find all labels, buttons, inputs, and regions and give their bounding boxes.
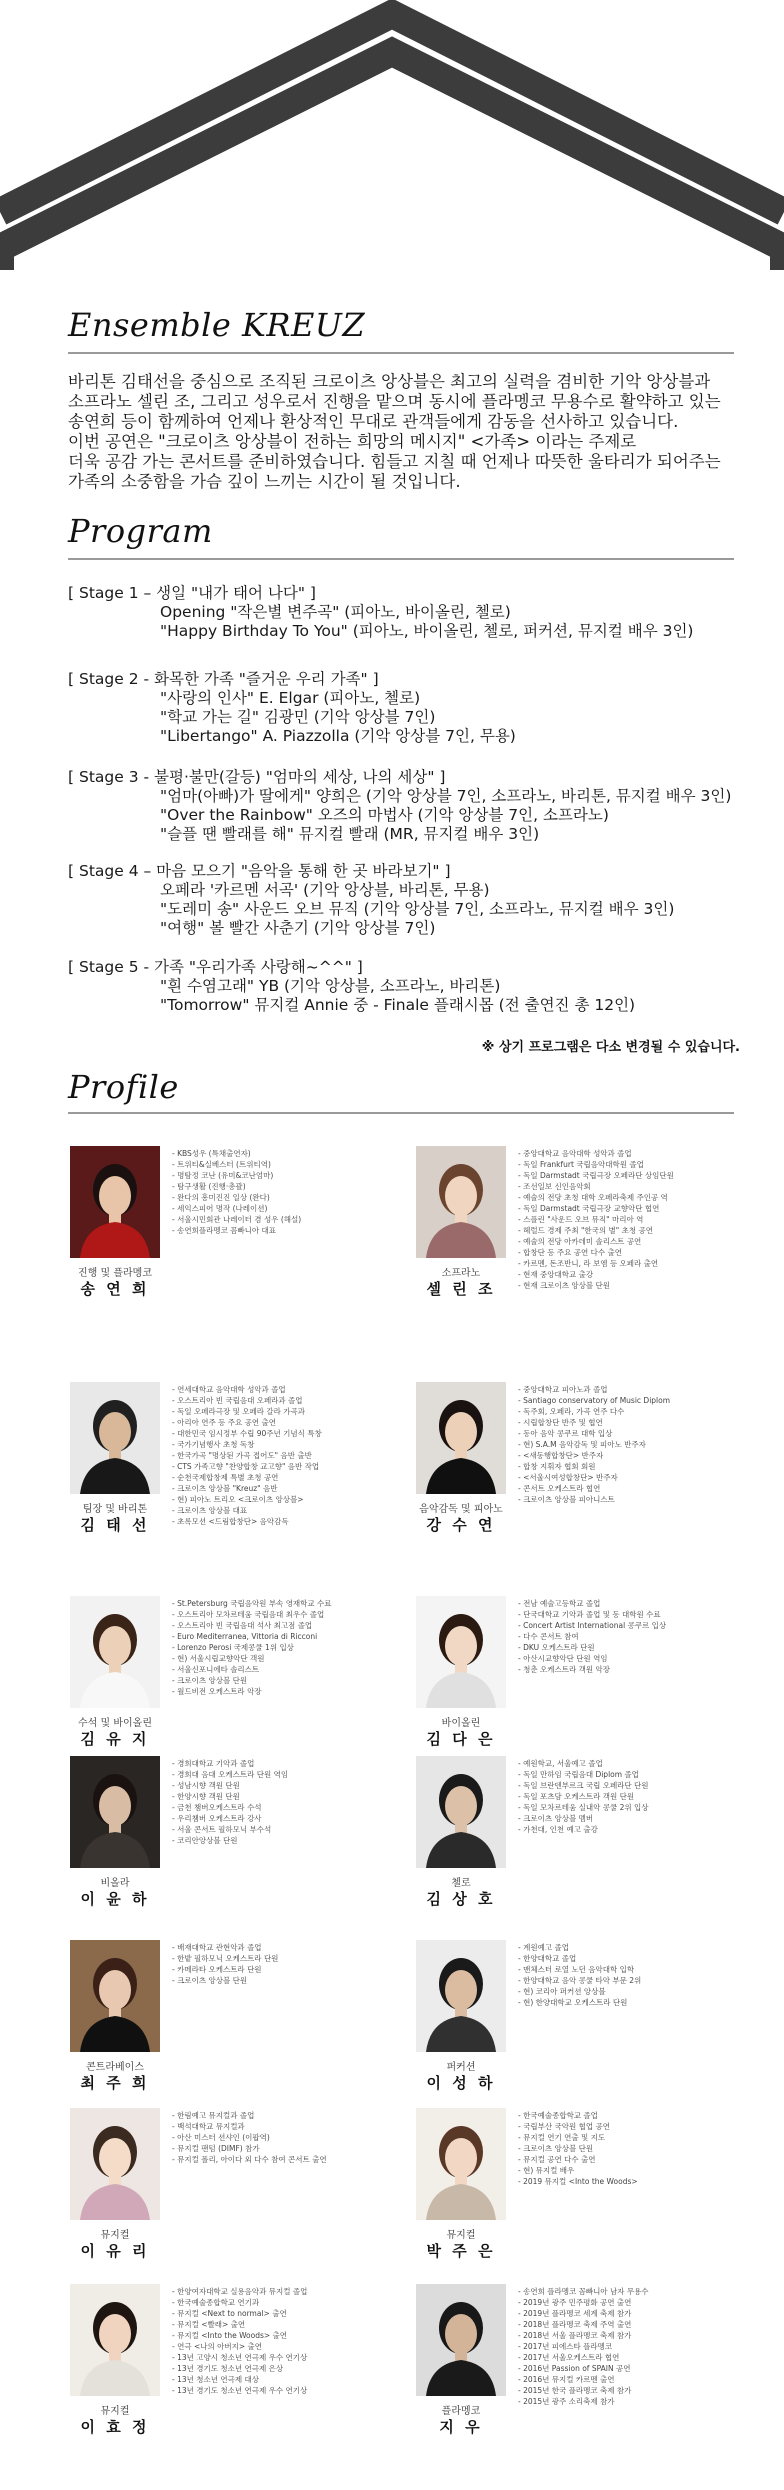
profile-bio-item: - 청춘 오케스트라 객원 악장: [518, 1664, 754, 1675]
profile-name: 최 주 희: [80, 2074, 150, 2092]
profile-bio-list: [172, 2110, 408, 2165]
profile-bio-item: - 스플린 "사운드 오브 뮤직" 마리아 역: [518, 1214, 754, 1225]
profile-bio-item: - 오스트리아 빈 국립음대 석사 최고점 졸업: [172, 1620, 408, 1631]
profile-bio-item: - 13년 고양시 청소년 연극제 우수 연기상: [172, 2352, 408, 2363]
intro-line: 이번 공연은 "크로이츠 앙상블이 전하는 희망의 메시지" <가족> 이라는 주제로: [68, 432, 637, 451]
profile-bio-item: - 뮤지컬 팬텀 (DIMF) 참가: [172, 2143, 408, 2154]
profile-card: [70, 1596, 410, 1766]
profile-bio-item: - 연극 <나의 아버지> 출연: [172, 2341, 408, 2352]
profile-bio-item: - 백석대학교 뮤지컬과: [172, 2121, 408, 2132]
profile-card: [70, 1146, 410, 1316]
profile-bio-item: - 송연희플라멩코 꼼빠니아 대표: [172, 1225, 408, 1236]
profile-bio-item: - 2018년 플라멩코 축제 주역 출연: [518, 2319, 754, 2330]
profile-photo: [70, 1382, 160, 1494]
stage-item: "Happy Birthday To You" (피아노, 바이올린, 첼로, 퍼커션, 뮤지컬 배우 3인): [160, 622, 694, 640]
profile-bio-item: - 현) S.A.M 음악감독 및 피아노 반주자: [518, 1439, 754, 1450]
profile-photo: [70, 1596, 160, 1708]
profile-bio-item: - 연세대학교 음악대학 성악과 졸업: [172, 1384, 408, 1395]
profile-bio-item: - 현) 서울시립교향악단 객원: [172, 1653, 408, 1664]
stage-heading: [ Stage 1 – 생일 "내가 태어 나다" ]: [68, 584, 316, 602]
profile-bio-item: - 한국가곡 "명상된 가곡 접어도" 음반 출반: [172, 1450, 408, 1461]
profile-bio-item: - 2019년 플라멩코 세계 축제 참가: [518, 2308, 754, 2319]
profile-photo: [416, 1382, 506, 1494]
profile-bio-item: - 2017년 서울오케스트라 협연: [518, 2352, 754, 2363]
profile-bio-item: - 현재 크로이츠 앙상블 단원: [518, 1280, 754, 1291]
profile-bio-list: [518, 1148, 754, 1291]
profile-name: 지 우: [439, 2418, 483, 2436]
profile-bio-item: - CTS 가족고향 "찬양합창 교고향" 음반 작업: [172, 1461, 408, 1472]
profile-role: 진행 및 플라멩코: [78, 1268, 152, 1279]
profile-photo: [416, 1940, 506, 2052]
profile-name: 김 상 호: [426, 1890, 496, 1908]
intro-line: 송연희 등이 함께하여 언제나 환상적인 무대로 관객들에게 감동을 선사하고 있습니다.: [68, 412, 679, 431]
profile-bio-list: [518, 1942, 754, 2008]
profile-photo: [416, 1756, 506, 1868]
profile-photo: [70, 1146, 160, 1258]
stage-heading: [ Stage 3 - 불평·불만(갈등) "엄마의 세상, 나의 세상" ]: [68, 768, 446, 786]
profile-bio-item: - 서울시민회관 나레이터 겸 성우 (해설): [172, 1214, 408, 1225]
profile-bio-item: - 예술의 전당 아카데미 솔리스트 공연: [518, 1236, 754, 1247]
profile-bio-item: - 독일 모차르테움 실내악 콩쿨 2위 입상: [518, 1802, 754, 1813]
profile-name: 셀 린 조: [426, 1280, 496, 1298]
stage-item: "Libertango" A. Piazzolla (기악 앙상블 7인, 무용): [160, 727, 516, 745]
stage-item: "엄마(아빠)가 딸에게" 양희은 (기악 앙상블 7인, 소프라노, 바리톤, 뮤지컬 배우 3인): [160, 787, 732, 805]
profile-bio-list: [518, 1598, 754, 1675]
profile-bio-item: - 우리챔버 오케스트라 강사: [172, 1813, 408, 1824]
profile-bio-item: - 전남 예술고등학교 졸업: [518, 1598, 754, 1609]
profile-bio-item: - 13년 청소년 연극제 대상: [172, 2374, 408, 2385]
profile-role: 뮤지컬: [446, 2230, 476, 2241]
profile-bio-item: - 2016년 뮤지컬 카르멘 출연: [518, 2374, 754, 2385]
profile-bio-item: - 한양대학교 졸업: [518, 1953, 754, 1964]
stage-item: "Over the Rainbow" 오즈의 마법사 (기악 앙상블 7인, 소프라노): [160, 806, 609, 824]
profile-bio-item: - 뮤지컬 공연 다수 출연: [518, 2154, 754, 2165]
intro-line: 바리톤 김태선을 중심으로 조직된 크로이츠 앙상블은 최고의 실력을 겸비한 기악 앙상블과: [68, 372, 711, 391]
profile-role: 소프라노: [441, 1268, 481, 1279]
stage-item: "Tomorrow" 뮤지컬 Annie 중 - Finale 플래시몹 (전 출연진 총 12인): [160, 996, 636, 1014]
profile-bio-list: [172, 1942, 408, 1986]
profile-bio-item: - 독일 오페라극장 및 오페라 갈라 가곡과: [172, 1406, 408, 1417]
profile-card: [70, 1756, 410, 1926]
profile-name: 강 수 연: [426, 1516, 496, 1534]
profile-bio-item: - 13년 경기도 청소년 연극제 우수 연기상: [172, 2385, 408, 2396]
profile-bio-list: [172, 2286, 408, 2396]
profile-name: 이 유 리: [80, 2242, 150, 2260]
profile-bio-item: - 현) 코리아 퍼커션 앙상블: [518, 1986, 754, 1997]
intro-line: 더욱 공감 가는 콘서트를 준비하였습니다. 힘들고 지칠 때 언제나 따뜻한 울타리가 되어주는: [68, 452, 721, 471]
profile-bio-item: - 아산 미스터 션샤인 (이팝역): [172, 2132, 408, 2143]
profile-bio-item: - 경희대 음대 오케스트라 단원 역임: [172, 1769, 408, 1780]
profile-bio-item: - 2016년 Passion of SPAIN 공연: [518, 2363, 754, 2374]
profile-bio-item: - Euro Mediterranea, Vittoria di Ricconi: [172, 1631, 408, 1642]
profile-photo: [416, 2108, 506, 2220]
profile-bio-item: - 13년 경기도 청소년 연극제 은상: [172, 2363, 408, 2374]
profile-bio-item: - 금천 챔버오케스트라 수석: [172, 1802, 408, 1813]
profile-card: [416, 1940, 756, 2110]
intro-text: [68, 372, 748, 492]
profile-bio-item: - 한양대학교 음악 콩쿨 타악 부문 2위: [518, 1975, 754, 1986]
profile-bio-item: - 월드비전 오케스트라 악장: [172, 1686, 408, 1697]
profile-role: 비올라: [100, 1878, 130, 1889]
profile-bio-item: - 2018년 서울 플라멩코 축제 참가: [518, 2330, 754, 2341]
profile-bio-item: - 순천국제합창제 특별 초청 공연: [172, 1472, 408, 1483]
profile-bio-item: - 2015년 광주 소리축제 참가: [518, 2396, 754, 2407]
profile-bio-item: - 성남시향 객원 단원: [172, 1780, 408, 1791]
profile-bio-item: - 대한민국 임시정부 수립 90주년 기념식 특창: [172, 1428, 408, 1439]
profile-bio-list: [518, 1758, 754, 1835]
profile-bio-item: - 독일 Darmstadt 국립극장 교향악단 협연: [518, 1203, 754, 1214]
profile-photo: [70, 1940, 160, 2052]
profile-bio-list: [518, 2286, 754, 2407]
profile-bio-item: - 맨체스터 로열 노던 음악대학 입학: [518, 1964, 754, 1975]
profile-bio-item: - 계원예고 졸업: [518, 1942, 754, 1953]
profile-photo: [416, 1596, 506, 1708]
profile-bio-item: - 뮤지컬 <Into the Woods> 출연: [172, 2330, 408, 2341]
profile-role: 콘트라베이스: [86, 2062, 144, 2073]
profile-photo: [70, 2108, 160, 2220]
profile-bio-item: - 뮤지컬 <Next to normal> 출연: [172, 2308, 408, 2319]
profile-bio-list: [518, 2110, 754, 2187]
profile-bio-item: - <서울시여성합창단> 반주자: [518, 1472, 754, 1483]
profile-bio-item: - 한밭 필하모닉 오케스트라 단원: [172, 1953, 408, 1964]
profile-role: 바이올린: [441, 1718, 481, 1729]
profile-photo: [416, 2284, 506, 2396]
profile-bio-item: - 뮤지컬 <빨래> 출연: [172, 2319, 408, 2330]
profile-bio-item: - 2019년 광주 민주평화 공연 출연: [518, 2297, 754, 2308]
profile-role: 팀장 및 바리톤: [82, 1504, 148, 1515]
profile-bio-item: - 한국예술종합학교 연기과: [172, 2297, 408, 2308]
stage-item: "흰 수염고래" YB (기악 앙상블, 소프라노, 바리톤): [160, 977, 501, 995]
stage-5: [68, 958, 635, 1015]
profile-bio-item: - 뮤지컬 폴리, 아이다 외 다수 참여 콘서트 출연: [172, 2154, 408, 2165]
profile-bio-item: - 크로이츠 앙상블 단원: [172, 1975, 408, 1986]
profile-card: [416, 1596, 756, 1766]
stage-heading: [ Stage 2 - 화목한 가족 "즐거운 우리 가족" ]: [68, 670, 379, 688]
profile-bio-item: - 오스트리아 빈 국립음대 오페라과 졸업: [172, 1395, 408, 1406]
profile-role: 첼로: [451, 1878, 471, 1889]
profile-bio-item: - 합창단 등 주요 공연 다수 출연: [518, 1247, 754, 1258]
profile-bio-item: - 독일 Frankfurt 국립음악대학원 졸업: [518, 1159, 754, 1170]
profile-bio-item: - KBS성우 (특채출연자): [172, 1148, 408, 1159]
profile-name: 송 연 희: [80, 1280, 150, 1298]
profile-bio-item: - 가천대, 인천 예고 출강: [518, 1824, 754, 1835]
profile-bio-list: [172, 1384, 408, 1527]
profile-bio-item: - 카르멘, 돈조반니, 라 보엠 등 오페라 출연: [518, 1258, 754, 1269]
profile-role: 퍼커션: [446, 2062, 476, 2073]
profile-bio-item: - 세익스피어 명작 (나레이션): [172, 1203, 408, 1214]
stage-item: "슬플 땐 빨래를 해" 뮤지컬 빨래 (MR, 뮤지컬 배우 3인): [160, 825, 540, 843]
stage-item: "학교 가는 길" 김광민 (기악 앙상블 7인): [160, 708, 436, 726]
ensemble-title: Ensemble KREUZ: [68, 306, 366, 344]
profile-bio-item: - 독주회, 오페라, 가곡 연주 다수: [518, 1406, 754, 1417]
profile-bio-item: - 크로이츠 앙상블 단원: [172, 1675, 408, 1686]
program-title: Program: [68, 512, 213, 550]
profile-bio-item: - 현재 중앙대학교 출강: [518, 1269, 754, 1280]
profile-card: [70, 1940, 410, 2110]
profile-bio-item: - 송연희 플라멩코 꼼빠니아 남자 무용수: [518, 2286, 754, 2297]
profile-title: Profile: [68, 1068, 179, 1106]
profile-bio-item: - 독일 만하임 국립음대 Diplom 졸업: [518, 1769, 754, 1780]
profile-bio-item: - 코리안앙상블 단원: [172, 1835, 408, 1846]
profile-bio-item: - 한국예술종합학교 졸업: [518, 2110, 754, 2121]
profile-bio-item: - 탐구생활 (진행·총괄): [172, 1181, 408, 1192]
profile-role: 음악감독 및 피아노: [419, 1504, 503, 1515]
profile-card: [416, 1146, 756, 1316]
profile-bio-item: - 뮤지컬 연기 연출 및 지도: [518, 2132, 754, 2143]
stage-heading: [ Stage 5 - 가족 "우리가족 사랑해~^^" ]: [68, 958, 363, 976]
profile-photo: [70, 1756, 160, 1868]
stage-item: "도레미 송" 사운드 오브 뮤직 (기악 앙상블 7인, 소프라노, 뮤지컬 배우 3인): [160, 900, 675, 918]
profile-bio-item: - 동아 음악 콩쿠르 대학 입상: [518, 1428, 754, 1439]
profile-bio-item: - 국립부산 국악원 협업 공연: [518, 2121, 754, 2132]
profile-bio-item: - <새동행합창단> 반주자: [518, 1450, 754, 1461]
profile-bio-item: - 크로이츠 앙상블 멤버: [518, 1813, 754, 1824]
profile-name: 김 태 선: [80, 1516, 150, 1534]
stage-4: [68, 862, 674, 938]
profile-card: [70, 1382, 410, 1552]
profile-name: 김 유 지: [80, 1730, 150, 1748]
profile-bio-item: - 콘서트 오케스트라 협연: [518, 1483, 754, 1494]
stage-heading: [ Stage 4 – 마음 모으기 "음악을 통해 한 곳 바라보기" ]: [68, 862, 451, 880]
profile-card: [416, 1382, 756, 1552]
stage-item: 오페라 '카르멘 서곡' (기악 앙상블, 바리톤, 무용): [160, 881, 490, 899]
profile-card: [416, 1756, 756, 1926]
program-note: ※ 상기 프로그램은 다소 변경될 수 있습니다.: [481, 1040, 740, 1055]
profile-bio-item: - 크로이츠 앙상블 단원: [518, 2143, 754, 2154]
profile-bio-item: - 예원학교, 서울예고 졸업: [518, 1758, 754, 1769]
profile-bio-item: - 트위티&실베스터 (트위티역): [172, 1159, 408, 1170]
profile-bio-item: - 현) 피아노 트리오 <크로이츠 앙상블>: [172, 1494, 408, 1505]
profile-bio-item: - 합창 지휘자 협회 회원: [518, 1461, 754, 1472]
profile-bio-list: [518, 1384, 754, 1505]
roof-graphic: [0, 0, 784, 300]
program-divider: [68, 558, 734, 560]
stage-item: Opening "작은별 변주곡" (피아노, 바이올린, 첼로): [160, 603, 511, 621]
profile-role: 뮤지컬: [100, 2406, 130, 2417]
profile-name: 이 성 하: [426, 2074, 496, 2092]
profile-bio-item: - 단국대학교 기악과 졸업 및 동 대학원 수료: [518, 1609, 754, 1620]
profile-role: 플라멩코: [441, 2406, 481, 2417]
profile-bio-item: - 시립합창단 반주 및 협연: [518, 1417, 754, 1428]
profile-bio-item: - 명탐정 코난 (유미&코난엄마): [172, 1170, 408, 1181]
profile-bio-item: - 서울 콘서트 필하모닉 부수석: [172, 1824, 408, 1835]
profile-bio-item: - 다수 콘서트 참여: [518, 1631, 754, 1642]
profile-bio-item: - 국가기념행사 초청 독창: [172, 1439, 408, 1450]
intro-line: 가족의 소중함을 가슴 깊이 느끼는 시간이 될 것입니다.: [68, 472, 461, 491]
profile-bio-item: - 현) 뮤지컬 배우: [518, 2165, 754, 2176]
profile-bio-item: - 초록모션 <드림합창단> 음악감독: [172, 1516, 408, 1527]
profile-bio-item: - 크로이츠 앙상블 피아니스트: [518, 1494, 754, 1505]
profile-bio-item: - Concert Artist International 콩쿠르 입상: [518, 1620, 754, 1631]
profile-name: 이 효 정: [80, 2418, 150, 2436]
profile-bio-item: - 오스트리아 모차르테움 국립음대 최우수 졸업: [172, 1609, 408, 1620]
profile-bio-list: [172, 1598, 408, 1697]
profile-name: 박 주 은: [426, 2242, 496, 2260]
profile-bio-item: - 2019 뮤지컬 <Into the Woods>: [518, 2176, 754, 2187]
profile-bio-item: - 경희대학교 기악과 졸업: [172, 1758, 408, 1769]
profile-bio-item: - 예술의 전당 초청 대학 오페라축제 주인공 역: [518, 1192, 754, 1203]
profile-photo: [70, 2284, 160, 2396]
profile-card: [416, 2284, 756, 2454]
stage-item: "사랑의 인사" E. Elgar (피아노, 첼로): [160, 689, 421, 707]
profile-photo: [416, 1146, 506, 1258]
profile-bio-item: - 크로이츠 앙상블 "Kreuz" 음반: [172, 1483, 408, 1494]
profile-bio-item: - 완다의 흥미진진 일상 (완다): [172, 1192, 408, 1203]
profile-role: 수석 및 바이올린: [78, 1718, 152, 1729]
profile-bio-item: - St.Petersburg 국립음악원 부속 영재학교 수료: [172, 1598, 408, 1609]
profile-bio-item: - 중앙대학교 음악대학 성악과 졸업: [518, 1148, 754, 1159]
profile-bio-item: - Santiago conservatory of Music Diplom: [518, 1395, 754, 1406]
intro-line: 소프라노 셀린 조, 그리고 성우로서 진행을 맡으며 동시에 플라멩코 무용수로 활약하고 있는: [68, 392, 721, 411]
profile-divider: [68, 1112, 734, 1114]
profile-bio-item: - 독일 Darmstadt 국립극장 오페라단 상임단원: [518, 1170, 754, 1181]
profile-card: [416, 2108, 756, 2278]
profile-bio-item: - 한림예고 뮤지컬과 졸업: [172, 2110, 408, 2121]
profile-bio-item: - 카메라타 오케스트라 단원: [172, 1964, 408, 1975]
profile-bio-item: - 아산시교향악단 단원 역임: [518, 1653, 754, 1664]
stage-3: [68, 768, 731, 844]
title-divider: [68, 352, 734, 354]
stage-item: "여행" 볼 빨간 사춘기 (기악 앙상블 7인): [160, 919, 436, 937]
profile-bio-item: - 2015년 한국 플라멩코 축제 참가: [518, 2385, 754, 2396]
profile-bio-item: - 현) 한양대학교 오케스트라 단원: [518, 1997, 754, 2008]
profile-bio-item: - 서울신포니에타 솔리스트: [172, 1664, 408, 1675]
profile-bio-list: [172, 1758, 408, 1846]
stage-1: [68, 584, 693, 641]
profile-bio-item: - 배재대학교 관현악과 졸업: [172, 1942, 408, 1953]
profile-bio-item: - 한양여자대학교 실용음악과 뮤지컬 졸업: [172, 2286, 408, 2297]
profile-bio-item: - 헤럴드 경제 주최 "한국의 별" 초청 공연: [518, 1225, 754, 1236]
profile-bio-item: - 아리아 연주 등 주요 공연 출연: [172, 1417, 408, 1428]
profile-bio-item: - 크로이츠 앙상블 대표: [172, 1505, 408, 1516]
profile-bio-list: [172, 1148, 408, 1236]
profile-bio-item: - DKU 오케스트라 단원: [518, 1642, 754, 1653]
profile-bio-item: - 중앙대학교 피아노과 졸업: [518, 1384, 754, 1395]
profile-bio-item: - 독일 포츠담 오케스트라 객원 단원: [518, 1791, 754, 1802]
profile-role: 뮤지컬: [100, 2230, 130, 2241]
profile-bio-item: - 독일 브란덴부르크 국립 오페라단 단원: [518, 1780, 754, 1791]
profile-card: [70, 2108, 410, 2278]
profile-card: [70, 2284, 410, 2454]
profile-bio-item: - 한양시향 객원 단원: [172, 1791, 408, 1802]
stage-2: [68, 670, 516, 746]
profile-bio-item: - Lorenzo Perosi 국제콩쿨 1위 입상: [172, 1642, 408, 1653]
profile-bio-item: - 2017년 피에스타 플라멩코: [518, 2341, 754, 2352]
profile-name: 이 윤 하: [80, 1890, 150, 1908]
profile-name: 김 다 은: [426, 1730, 496, 1748]
profile-bio-item: - 조선일보 신인음악회: [518, 1181, 754, 1192]
